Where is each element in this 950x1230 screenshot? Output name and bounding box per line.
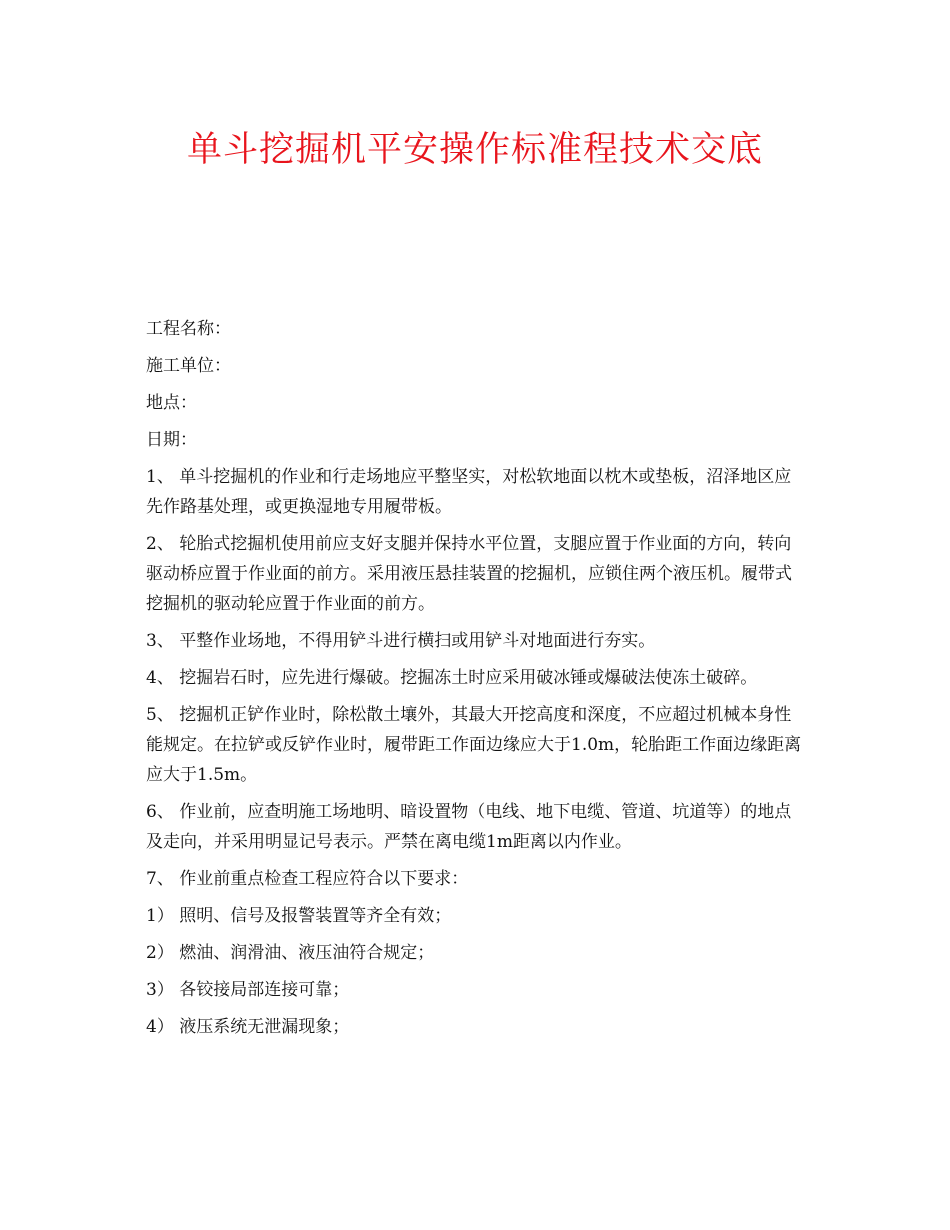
sub-item-3: 3） 各铰接局部连接可靠； [146, 980, 350, 1000]
paragraph-2: 2、 轮胎式挖掘机使用前应支好支腿并保持水平位置，支腿应置于作业面的方向，转向驱动桥应置于作业面的前方。采用液压悬挂装置的挖掘机，应锁住两个液压机。履带式挖掘机的驱动轮应置于作业面的前方。 [146, 534, 792, 614]
paragraph-7: 7、 作业前重点检查工程应符合以下要求： [146, 869, 469, 889]
paragraph-3: 3、 平整作业场地，不得用铲斗进行横扫或用铲斗对地面进行夯实。 [146, 631, 656, 651]
field-date: 日期： [146, 430, 197, 450]
sub-item-4: 4） 液压系统无泄漏现象； [146, 1017, 350, 1037]
paragraph-1: 1、 单斗挖掘机的作业和行走场地应平整坚实，对松软地面以枕木或垫板，沼泽地区应先作路基处理，或更换湿地专用履带板。 [146, 467, 792, 517]
document-title: 单斗挖掘机平安操作标准程技术交底 [186, 130, 763, 170]
paragraph-4: 4、 挖掘岩石时，应先进行爆破。挖掘冻土时应采用破冰锤或爆破法使冻土破碎。 [146, 668, 758, 688]
paragraph-5: 5、 挖掘机正铲作业时，除松散土壤外，其最大开挖高度和深度，不应超过机械本身性能规定。在拉铲或反铲作业时，履带距工作面边缘应大于1.0m，轮胎距工作面边缘距离应大于1.5m。 [146, 705, 802, 785]
field-construction-unit: 施工单位： [146, 356, 231, 376]
document-body [146, 314, 806, 1049]
field-location: 地点： [146, 393, 197, 413]
sub-item-1: 1） 照明、信号及报警装置等齐全有效； [146, 906, 452, 926]
paragraph-6: 6、 作业前，应查明施工场地明、暗设置物（电线、地下电缆、管道、坑道等）的地点及走向，并采用明显记号表示。严禁在离电缆1m距离以内作业。 [146, 802, 792, 852]
field-project-name: 工程名称： [146, 319, 231, 339]
sub-item-2: 2） 燃油、润滑油、液压油符合规定； [146, 943, 435, 963]
